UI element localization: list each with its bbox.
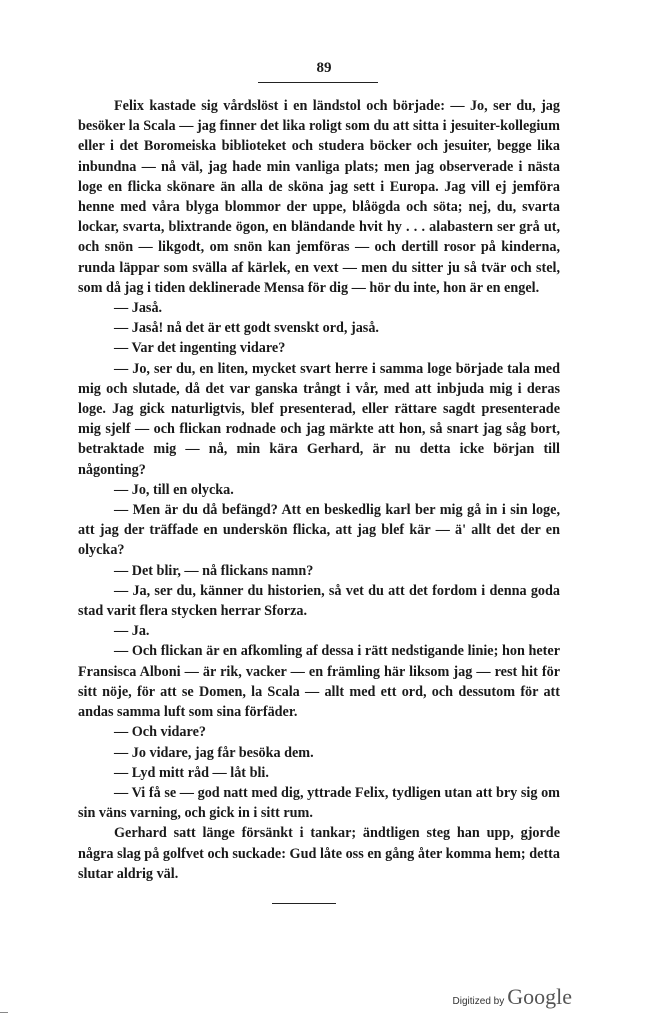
paragraph: — Men är du då befängd? Att en beskedlig karl ber mig gå in i sin loge, att jag der träffade en underskön flicka, att jag blef kär — ä' allt det der en olycka? [78, 502, 560, 559]
paragraph: Felix kastade sig vårdslöst i en ländstol och började: — Jo, ser du, jag besöker la Scala — jag finner det lika roligt som du att sitta i jesuiter-kollegium eller i det Boromeiska biblioteket och studera böcker och jesuiter, begge lika inbundna — nå väl, jag hade min vanliga plats; men jag observerade i nästa loge en flicka skönare än alla de sköna jag sett i Europa. Jag vill ej jemföra henne med våra blyga blommor der uppe, blåögda och söta; nej, du, svarta lockar, svarta, blixtrande ögon, en bländande hvit hy . . . alabastern ser grå ut, och snön — likgodt, om snön kan jemföras — och dertill rosor på kinderna, runda läppar som svälla af kärlek, en vext — men du sitter ju så tvär och stel, som då jag i tiden deklinerade Mensa för dig — hör du inte, hon är en engel. [78, 98, 560, 296]
paragraph: — Vi få se — god natt med dig, yttrade Felix, tydligen utan att bry sig om sin väns varning, och gick in i sitt rum. [78, 784, 560, 822]
paragraph: — Jaså! nå det är ett godt svenskt ord, jaså. [114, 320, 379, 337]
bottom-rule [272, 903, 336, 904]
digitized-label: Digitized by [452, 996, 505, 1007]
page-number: 89 [316, 60, 332, 76]
paragraph: — Det blir, — nå flickans namn? [114, 562, 314, 579]
paragraph: Gerhard satt länge försänkt i tankar; ändtligen steg han upp, gjorde några slag på golfvet och suckade: Gud låte oss en gång åter komma hem; detta slutar aldrig väl. [78, 825, 560, 882]
margin-mark [0, 1012, 8, 1013]
paragraph: — Ja, ser du, känner du historien, så vet du att det fordom i denna goda stad varit flera stycken herrar Sforza. [78, 582, 560, 620]
paragraph: — Jo vidare, jag får besöka dem. [114, 744, 314, 761]
top-rule [258, 82, 378, 83]
paragraph: — Jo, ser du, en liten, mycket svart herre i samma loge började tala med mig och slutade, då det var ganska trångt i vår, med att inbjuda mig i deras loge. Jag gick naturligtvis, blef presenterad, eller rättare sagdt presenterade mig sjelf — och flickan rodnade och jag märkte att hon, så snart jag såg bort, betraktade mig — nå, min kära Gerhard, är nu detta icke början till någonting? [78, 360, 560, 478]
google-logo: Google [507, 984, 572, 1009]
paragraph: — Lyd mitt råd — låt bli. [114, 764, 269, 781]
paragraph: — Ja. [114, 623, 150, 640]
paragraph: — Jaså. [114, 300, 163, 317]
paragraph: — Och flickan är en afkomling af dessa i rätt nedstigande linie; hon heter Fransisca Alboni — är rik, vacker — en främling här liksom jag — rest hit för sitt nöje, för att se Domen, la Scala — allt med ett ord, och dessutom för att andas samma luft som sina förfäder. [78, 643, 560, 721]
digitized-by [453, 984, 572, 1010]
paragraph: — Och vidare? [114, 724, 206, 741]
text-block [78, 96, 560, 884]
paragraph: — Var det ingenting vidare? [114, 340, 286, 357]
paragraph: — Jo, till en olycka. [114, 481, 234, 498]
